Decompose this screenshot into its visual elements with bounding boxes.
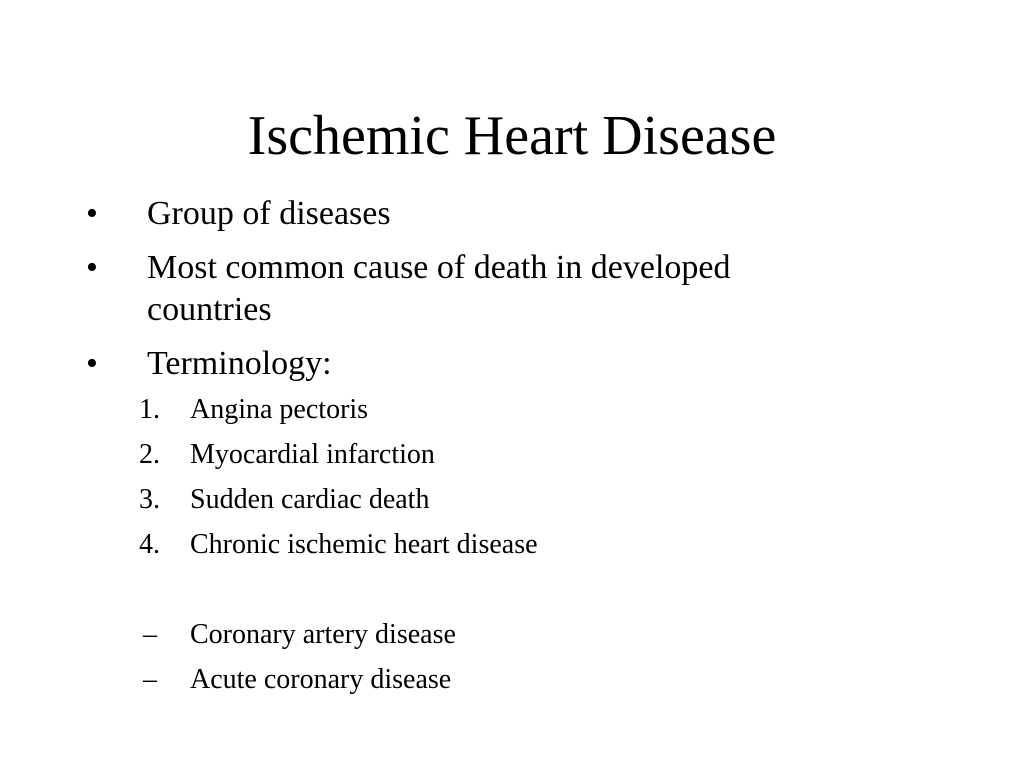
bullet-text: Group of diseases [147, 195, 391, 232]
dash-item [0, 663, 1024, 697]
numbered-text: Myocardial infarction [190, 439, 435, 470]
dash-text: Coronary artery disease [190, 619, 456, 650]
bullet-item [0, 248, 1024, 328]
dash-marker: – [143, 664, 157, 695]
dash-text: Acute coronary disease [190, 664, 452, 695]
numbered-item [0, 528, 1024, 562]
numbered-text: Sudden cardiac death [190, 484, 430, 515]
bullet-text: Terminology: [147, 345, 332, 382]
number-marker: 2. [139, 439, 160, 470]
number-marker: 3. [139, 484, 160, 515]
bullet-marker: • [86, 195, 98, 232]
dash-item [0, 618, 1024, 652]
bullet-item [0, 344, 1024, 384]
dash-marker: – [143, 619, 157, 650]
bullet-text-continued: countries [147, 291, 272, 328]
bullet-item [0, 194, 1024, 234]
bullet-marker: • [86, 249, 98, 286]
slide-title: Ischemic Heart Disease [247, 105, 777, 167]
number-marker: 1. [139, 394, 160, 425]
number-marker: 4. [139, 529, 160, 560]
bullet-text: Most common cause of death in developed [147, 249, 731, 286]
numbered-item [0, 483, 1024, 517]
bullet-marker: • [86, 345, 98, 382]
numbered-item [0, 438, 1024, 472]
numbered-text: Angina pectoris [190, 394, 369, 425]
numbered-item [0, 393, 1024, 427]
numbered-text: Chronic ischemic heart disease [190, 529, 538, 560]
